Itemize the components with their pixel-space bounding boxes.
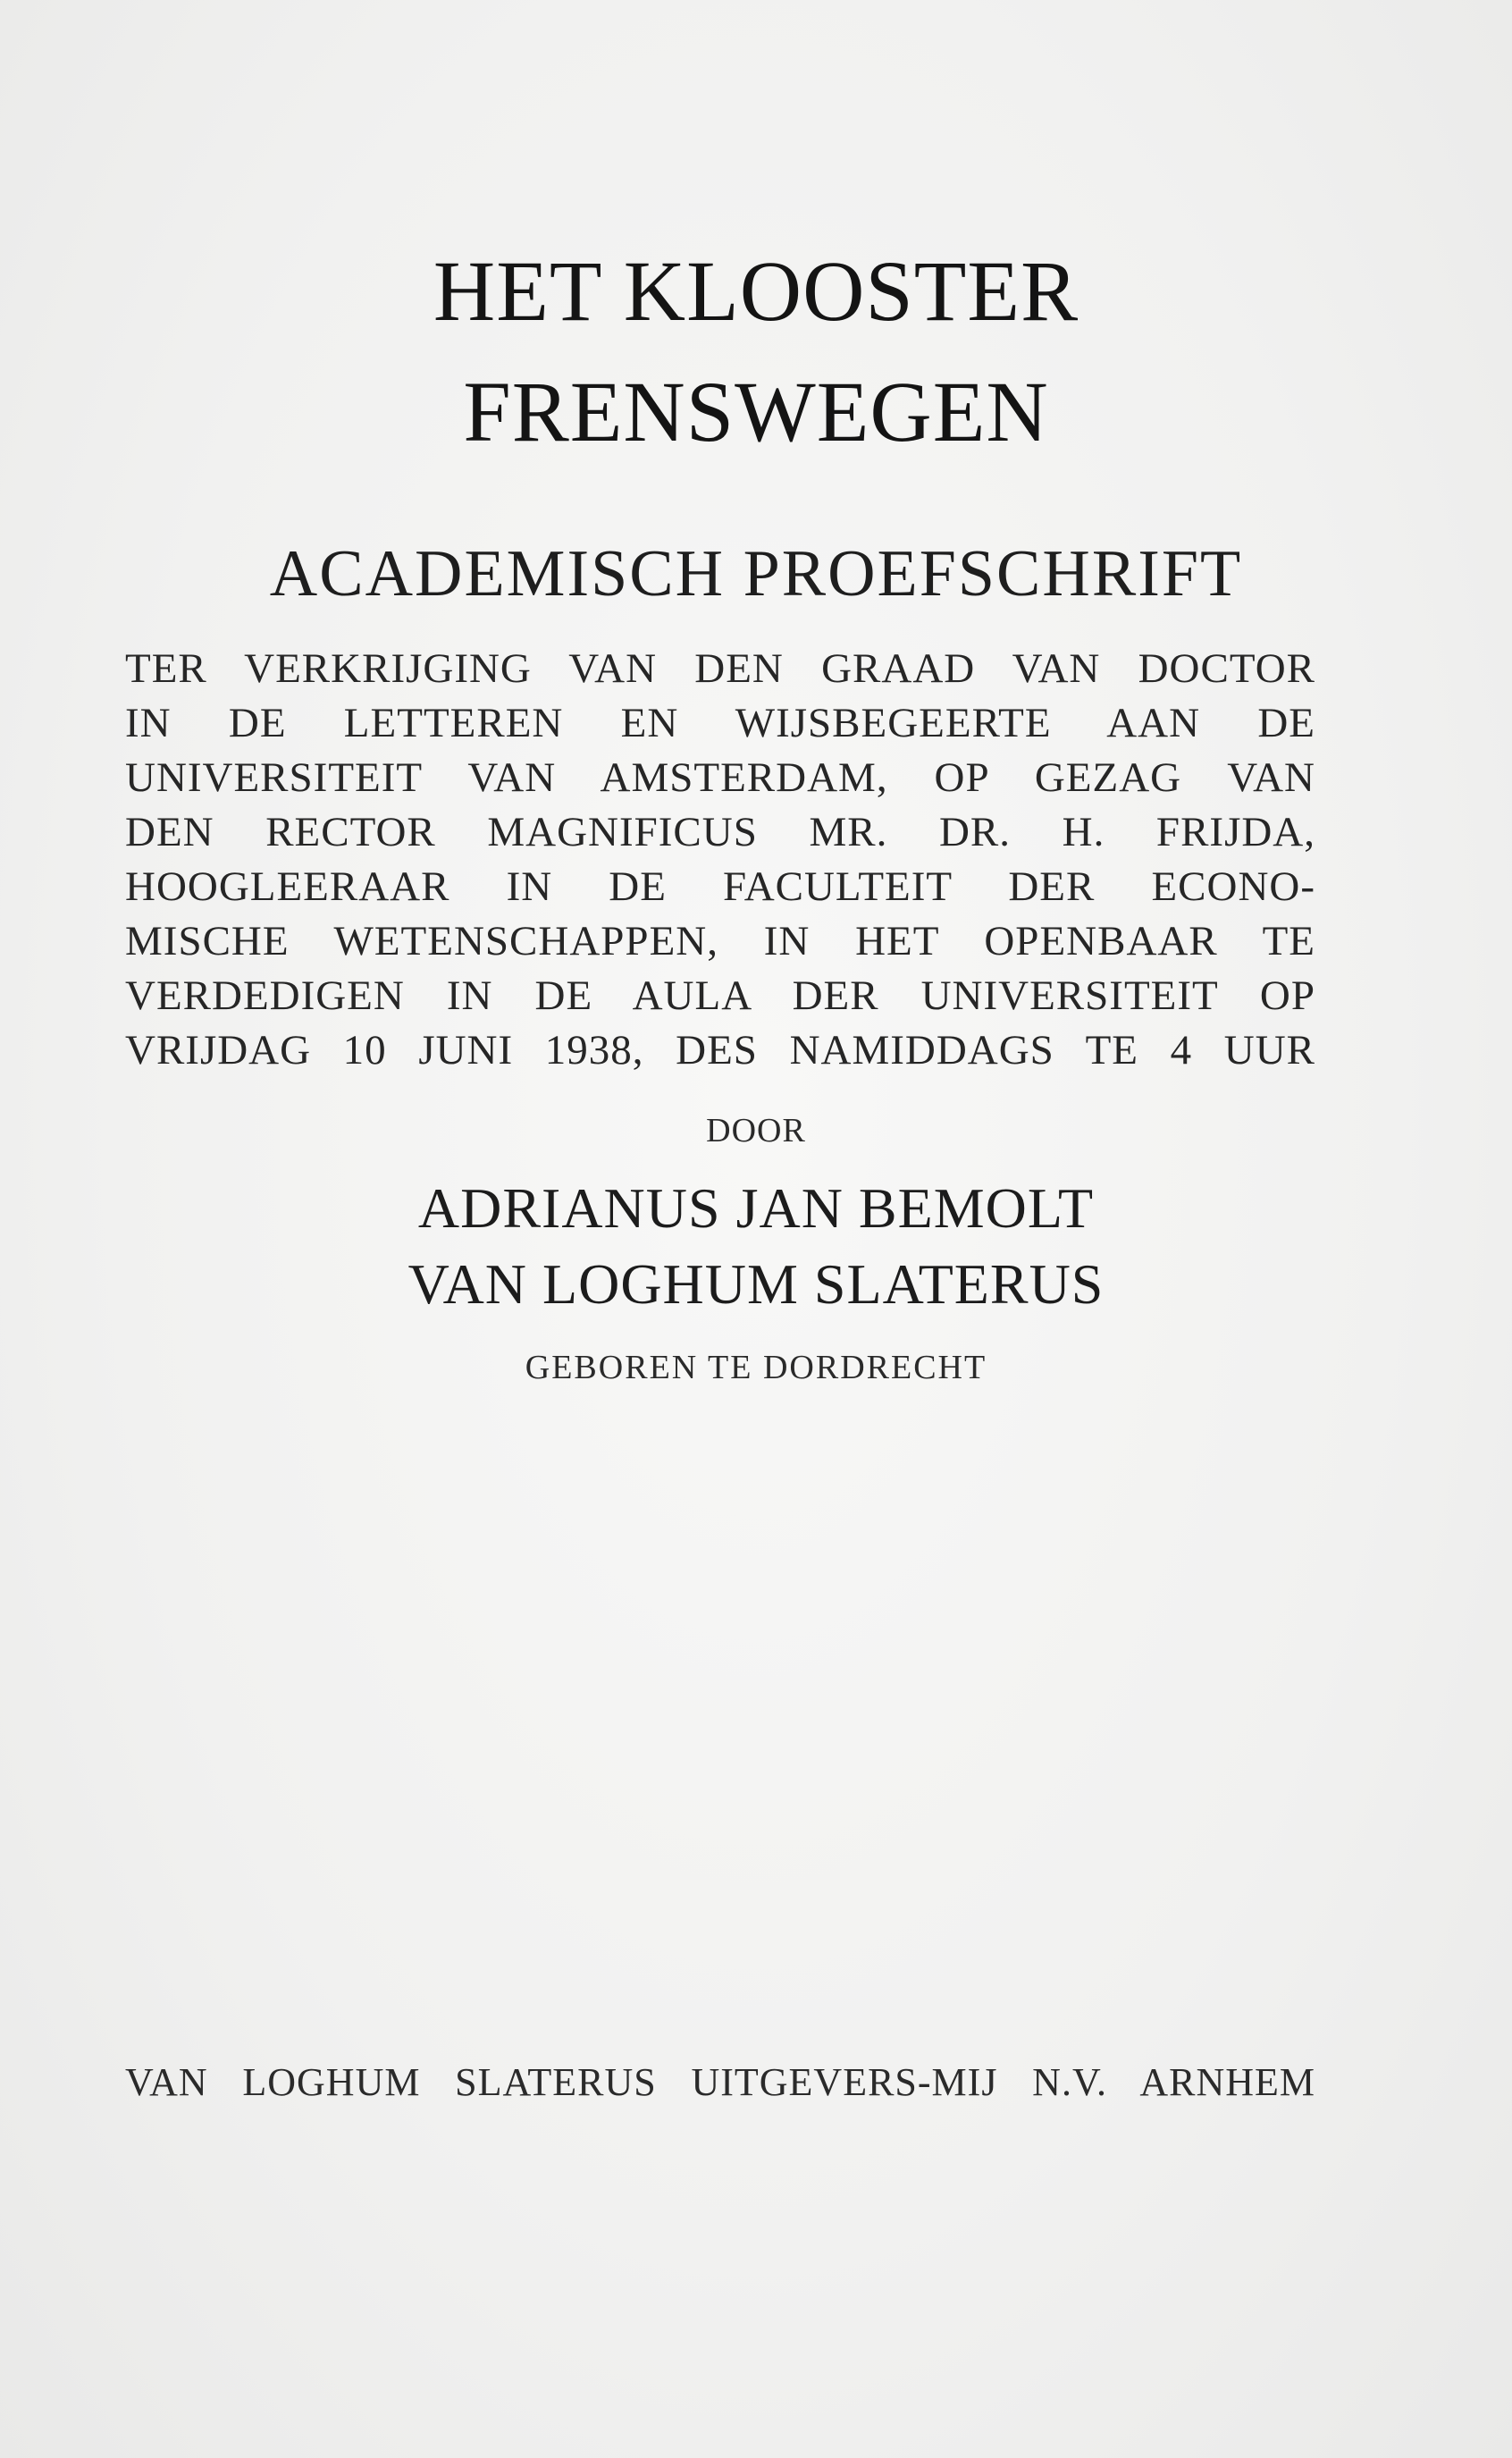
statement-line: UNIVERSITEIT VAN AMSTERDAM, OP GEZAG VAN (125, 754, 1315, 801)
statement-line: IN DE LETTEREN EN WIJSBEGEERTE AAN DE (125, 700, 1315, 746)
title-line-1: HET KLOOSTER (433, 243, 1079, 339)
statement-line: HOOGLEERAAR IN DE FACULTEIT DER ECONO- (125, 863, 1315, 910)
statement-line: VERDEDIGEN IN DE AULA DER UNIVERSITEIT OP (125, 972, 1315, 1019)
by-label: DOOR (706, 1112, 806, 1149)
birthplace: GEBOREN TE DORDRECHT (525, 1349, 987, 1386)
dissertation-heading: ACADEMISCH PROEFSCHRIFT (269, 537, 1243, 610)
publisher-imprint: VAN LOGHUM SLATERUS UITGEVERS-MIJ N.V. ARNHEM (125, 2060, 1315, 2104)
statement-line: DEN RECTOR MAGNIFICUS MR. DR. H. FRIJDA, (125, 809, 1315, 855)
dissertation-statement (125, 642, 1315, 1078)
statement-line: TER VERKRIJGING VAN DEN GRAAD VAN DOCTOR (125, 645, 1315, 692)
title-line-2: FRENSWEGEN (463, 364, 1049, 459)
author-name-line-1: ADRIANUS JAN BEMOLT (417, 1176, 1095, 1240)
author-name-line-2: VAN LOGHUM SLATERUS (407, 1252, 1105, 1316)
statement-line: MISCHE WETENSCHAPPEN, IN HET OPENBAAR TE (125, 918, 1315, 964)
statement-line: VRIJDAG 10 JUNI 1938, DES NAMIDDAGS TE 4 UUR (125, 1027, 1315, 1073)
